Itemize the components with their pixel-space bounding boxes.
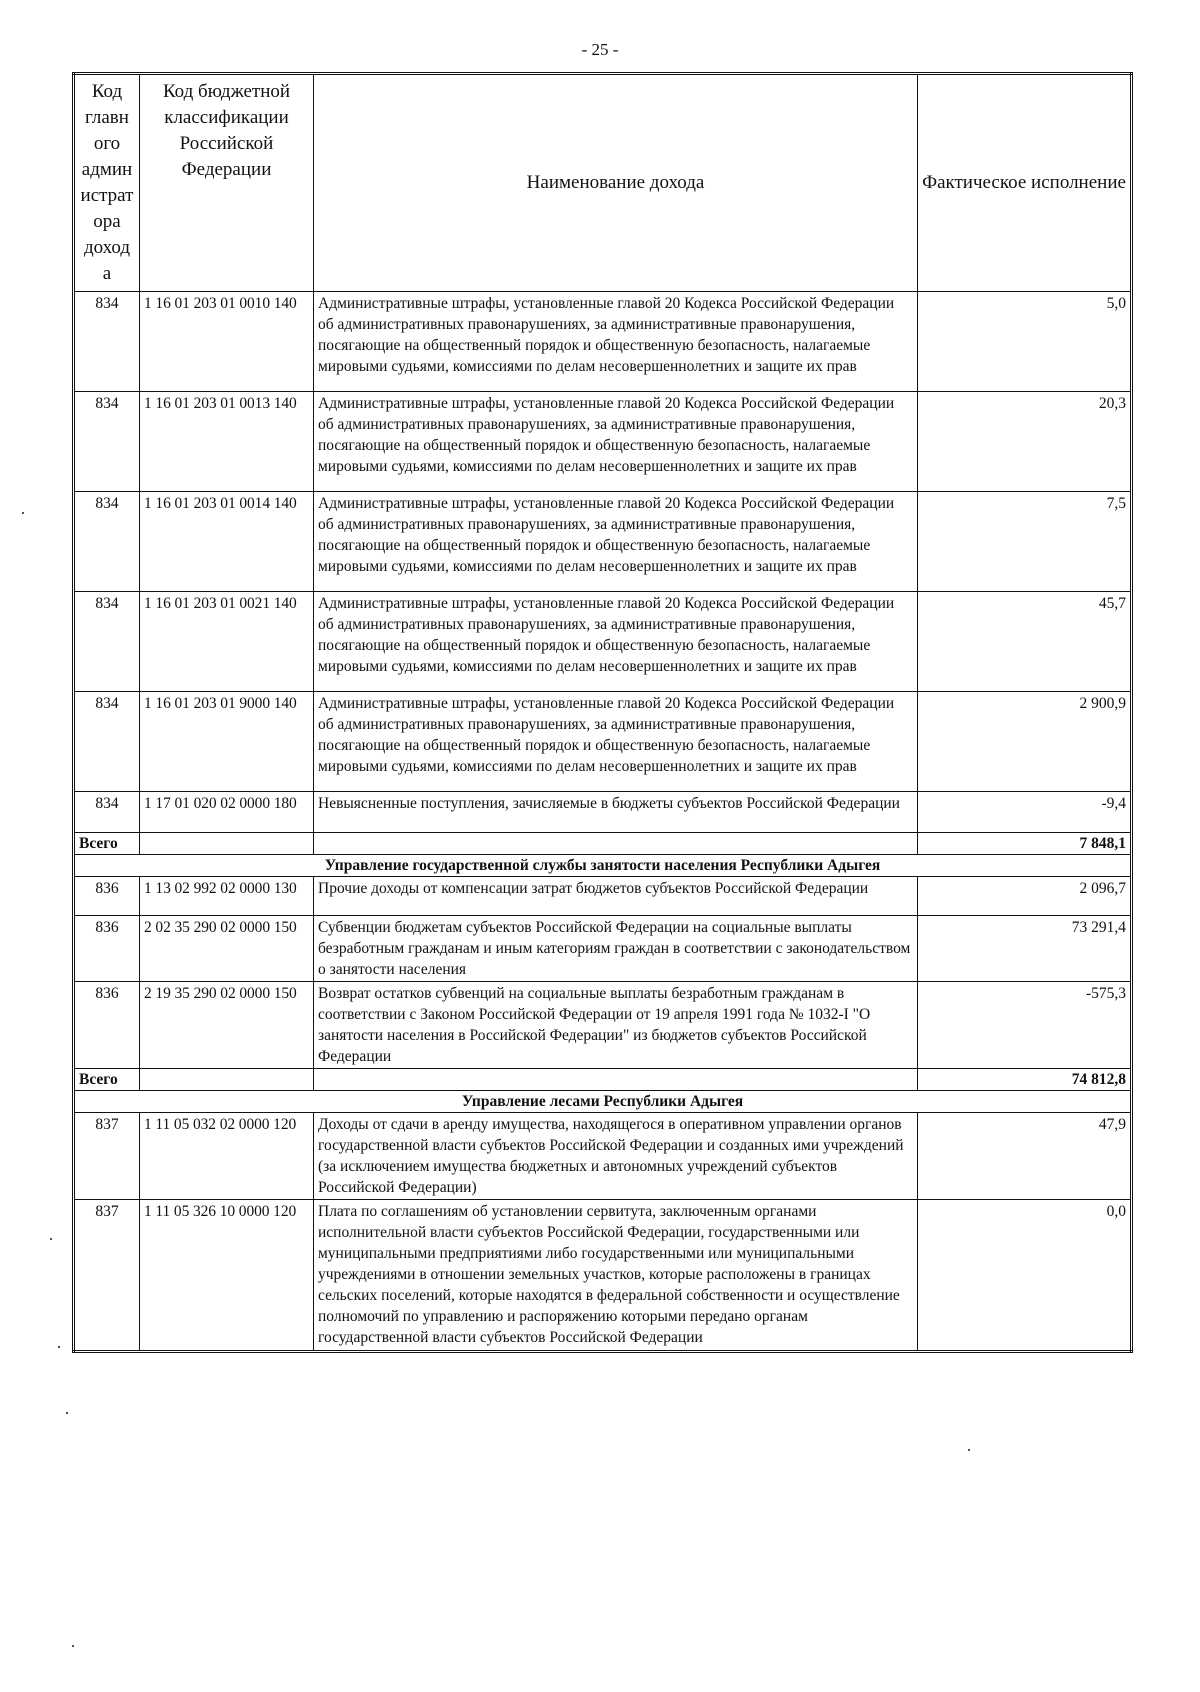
table-row (74, 692, 1132, 792)
scan-speck (66, 1412, 68, 1414)
total-row (74, 1069, 1132, 1091)
actual-value-cell: 20,3 (918, 392, 1132, 492)
table-row (74, 592, 1132, 692)
total-empty-cell (140, 1069, 314, 1091)
total-label: Всего (74, 1069, 140, 1091)
budget-code-cell: 2 19 35 290 02 0000 150 (140, 982, 314, 1069)
total-empty-cell (314, 1069, 918, 1091)
budget-code-cell: 1 16 01 203 01 9000 140 (140, 692, 314, 792)
total-row (74, 833, 1132, 855)
income-name-cell: Административные штрафы, установленные главой 20 Кодекса Российской Федерации об административных правонарушениях, за административные правонарушения, посягающие на общественный порядок и общественную безопасность, налагаемые мировыми судьями, комиссиями по делам несовершеннолетних и защите их прав (314, 392, 918, 492)
total-label: Всего (74, 833, 140, 855)
income-name-cell: Возврат остатков субвенций на социальные выплаты безработным гражданам в соответствии с Законом Российской Федерации от 19 апреля 1991 года № 1032-I "О занятости населения в Российской Федерации" из бюджетов субъектов Российской Федерации (314, 982, 918, 1069)
admin-code-cell: 836 (74, 916, 140, 982)
table-row (74, 392, 1132, 492)
section-title: Управление лесами Республики Адыгея (74, 1091, 1132, 1113)
table-row (74, 982, 1132, 1069)
admin-code-cell: 834 (74, 392, 140, 492)
admin-code-cell: 834 (74, 592, 140, 692)
actual-value-cell: 0,0 (918, 1200, 1132, 1352)
income-name-cell: Невыясненные поступления, зачисляемые в бюджеты субъектов Российской Федерации (314, 792, 918, 833)
admin-code-cell: 834 (74, 492, 140, 592)
budget-code-cell: 1 16 01 203 01 0014 140 (140, 492, 314, 592)
budget-code-cell: 1 16 01 203 01 0021 140 (140, 592, 314, 692)
header-budget-code: Код бюджетной классификации Российской Федерации (140, 74, 314, 292)
admin-code-cell: 836 (74, 877, 140, 916)
budget-code-cell: 1 13 02 992 02 0000 130 (140, 877, 314, 916)
budget-code-cell: 1 16 01 203 01 0013 140 (140, 392, 314, 492)
admin-code-cell: 834 (74, 692, 140, 792)
income-name-cell: Административные штрафы, установленные главой 20 Кодекса Российской Федерации об административных правонарушениях, за административные правонарушения, посягающие на общественный порядок и общественную безопасность, налагаемые мировыми судьями, комиссиями по делам несовершеннолетних и защите их прав (314, 292, 918, 392)
actual-value-cell: -9,4 (918, 792, 1132, 833)
admin-code-cell: 834 (74, 292, 140, 392)
scan-speck (50, 1238, 52, 1240)
table-header-row (74, 74, 1132, 292)
income-name-cell: Субвенции бюджетам субъектов Российской Федерации на социальные выплаты безработным гражданам и иным категориям граждан в соответствии с законодательством о занятости населения (314, 916, 918, 982)
scan-speck (72, 1645, 74, 1647)
income-name-cell: Административные штрафы, установленные главой 20 Кодекса Российской Федерации об административных правонарушениях, за административные правонарушения, посягающие на общественный порядок и общественную безопасность, налагаемые мировыми судьями, комиссиями по делам несовершеннолетних и защите их прав (314, 492, 918, 592)
total-value: 74 812,8 (918, 1069, 1132, 1091)
income-name-cell: Доходы от сдачи в аренду имущества, находящегося в оперативном управлении органов государственной власти субъектов Российской Федерации и созданных ими учреждений (за исключением имущества бюджетных и автономных учреждений субъектов Российской Федерации) (314, 1113, 918, 1200)
budget-code-cell: 1 17 01 020 02 0000 180 (140, 792, 314, 833)
table-row (74, 792, 1132, 833)
actual-value-cell: 73 291,4 (918, 916, 1132, 982)
section-header-row (74, 855, 1132, 877)
budget-code-cell: 1 11 05 032 02 0000 120 (140, 1113, 314, 1200)
table-row (74, 916, 1132, 982)
admin-code-cell: 837 (74, 1113, 140, 1200)
total-value: 7 848,1 (918, 833, 1132, 855)
budget-code-cell: 2 02 35 290 02 0000 150 (140, 916, 314, 982)
page-number: - 25 - (581, 40, 619, 59)
revenue-table (72, 72, 1133, 1353)
actual-value-cell: 5,0 (918, 292, 1132, 392)
actual-value-cell: 2 900,9 (918, 692, 1132, 792)
actual-value-cell: 2 096,7 (918, 877, 1132, 916)
admin-code-cell: 836 (74, 982, 140, 1069)
table-row (74, 492, 1132, 592)
total-empty-cell (314, 833, 918, 855)
scan-speck (22, 512, 24, 514)
table-row (74, 1200, 1132, 1352)
scan-speck (968, 1449, 970, 1451)
income-name-cell: Административные штрафы, установленные главой 20 Кодекса Российской Федерации об административных правонарушениях, за административные правонарушения, посягающие на общественный порядок и общественную безопасность, налагаемые мировыми судьями, комиссиями по делам несовершеннолетних и защите их прав (314, 592, 918, 692)
budget-code-cell: 1 16 01 203 01 0010 140 (140, 292, 314, 392)
budget-code-cell: 1 11 05 326 10 0000 120 (140, 1200, 314, 1352)
actual-value-cell: 47,9 (918, 1113, 1132, 1200)
admin-code-cell: 837 (74, 1200, 140, 1352)
section-header-row (74, 1091, 1132, 1113)
header-income-name: Наименование дохода (314, 74, 918, 292)
admin-code-cell: 834 (74, 792, 140, 833)
income-name-cell: Административные штрафы, установленные главой 20 Кодекса Российской Федерации об административных правонарушениях, за административные правонарушения, посягающие на общественный порядок и общественную безопасность, налагаемые мировыми судьями, комиссиями по делам несовершеннолетних и защите их прав (314, 692, 918, 792)
header-actual: Фактическое исполнение (918, 74, 1132, 292)
table-row (74, 292, 1132, 392)
income-name-cell: Плата по соглашениям об установлении сервитута, заключенным органами исполнительной власти субъектов Российской Федерации, государственными или муниципальными предприятиями либо государственными или муниципальными учреждениями в отношении земельных участков, которые расположены в границах сельских поселений, которые находятся в федеральной собственности и осуществление полномочий по управлению и распоряжению которыми передано органам государственной власти субъектов Российской Федерации (314, 1200, 918, 1352)
table-row (74, 877, 1132, 916)
section-title: Управление государственной службы занятости населения Республики Адыгея (74, 855, 1132, 877)
header-admin-code: Код главн ого админ истрат ора доход а (74, 74, 140, 292)
actual-value-cell: 45,7 (918, 592, 1132, 692)
table-row (74, 1113, 1132, 1200)
total-empty-cell (140, 833, 314, 855)
scan-speck (58, 1346, 60, 1348)
actual-value-cell: -575,3 (918, 982, 1132, 1069)
actual-value-cell: 7,5 (918, 492, 1132, 592)
income-name-cell: Прочие доходы от компенсации затрат бюджетов субъектов Российской Федерации (314, 877, 918, 916)
